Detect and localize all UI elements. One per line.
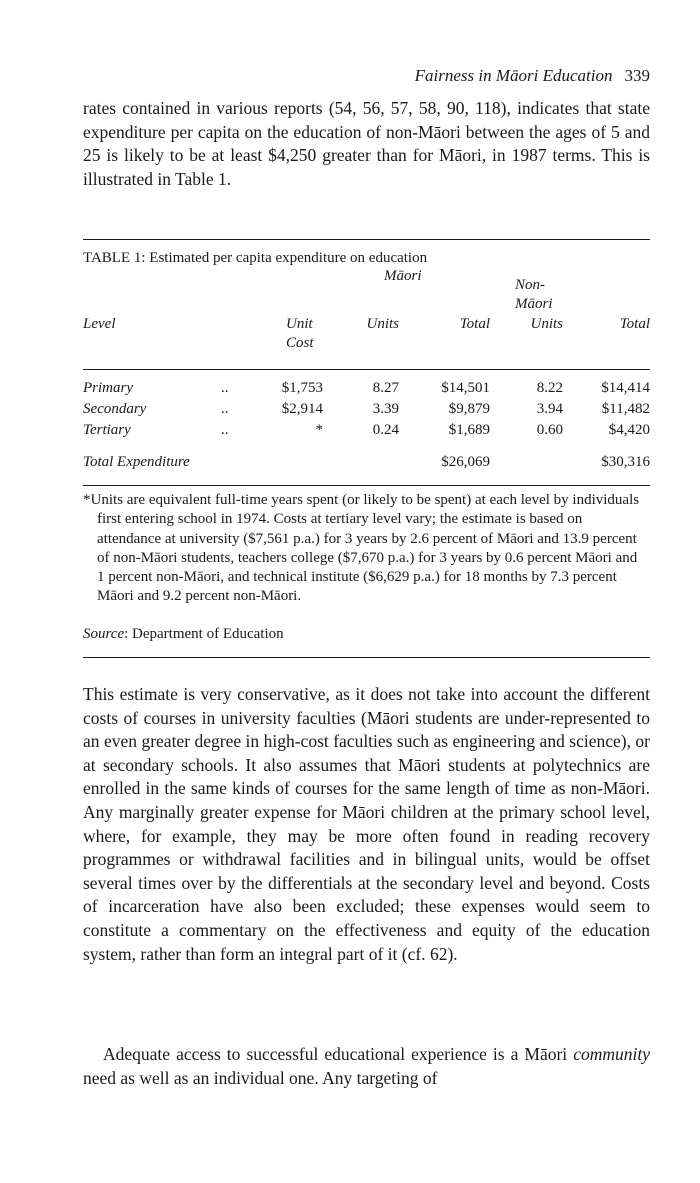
- row-level: Primary: [83, 380, 133, 396]
- row-maori-units: 0.24: [372, 422, 399, 438]
- table-caption: TABLE 1: Estimated per capita expenditure on education: [83, 250, 428, 266]
- paragraph-3-end: need as well as an individual one. Any targeting of: [83, 1067, 438, 1088]
- page-number: 339: [624, 66, 650, 85]
- row-maori-total: $1,689: [448, 422, 490, 438]
- total-maori: $26,069: [441, 454, 490, 470]
- source-text: : Department of Education: [124, 626, 284, 642]
- col-header-unit-cost-line2: Cost: [286, 335, 314, 351]
- row-unit-cost: *: [315, 422, 323, 438]
- intro-paragraph: rates contained in various reports (54, 56, 57, 58, 90, 118), indicates that state expenditure per capita on the education of non-Māori between the ages of 5 and 25 is likely to be at least $4,250 greater than for Māori, in 1987 terms. This is illustrated in Table 1.: [83, 98, 650, 189]
- row-nonmaori-units: 0.60: [536, 422, 563, 438]
- row-leader-dots: ..: [221, 380, 229, 396]
- row-maori-total: $9,879: [448, 401, 490, 417]
- total-row-label: Total Expenditure: [83, 454, 190, 470]
- row-maori-units: 3.39: [372, 401, 399, 417]
- col-header-maori-units: Units: [366, 316, 399, 332]
- row-unit-cost: $1,753: [281, 380, 323, 396]
- row-nonmaori-total: $4,420: [608, 422, 650, 438]
- group-header-maori: Māori: [384, 268, 422, 284]
- group-header-nonmaori-line1: Non-: [515, 277, 545, 293]
- row-leader-dots: ..: [221, 422, 229, 438]
- group-header-nonmaori-line2: Māori: [515, 296, 553, 312]
- col-header-nonmaori-units: Units: [530, 316, 563, 332]
- row-level: Tertiary: [83, 422, 131, 438]
- table-header-rule: [83, 369, 650, 370]
- row-nonmaori-total: $11,482: [601, 401, 650, 417]
- running-head-title: Fairness in Māori Education: [414, 66, 613, 85]
- row-nonmaori-units: 3.94: [536, 401, 563, 417]
- row-nonmaori-total: $14,414: [601, 380, 650, 396]
- footnote-text: *Units are equivalent full-time years spent (or likely to be spent) at each level by individuals first entering school in 1974. Costs at tertiary level vary; the estimate is based on attendance at university ($7,561 p.a.) for 3 years by 2.6 percent of Māori and 13.9 percent of non-Māori students, teachers college ($7,670 p.a.) for 3 years by 0.6 percent Māori and 1 percent non-Māori, and technical institute ($6,629 p.a.) for 18 months by 7.3 percent Māori and 9.2 percent non-Māori.: [83, 492, 640, 605]
- row-maori-total: $14,501: [441, 380, 490, 396]
- paragraph-2: This estimate is very conservative, as it does not take into account the different costs of courses in university faculties (Māori students are under-represented to an even greater degree in high-cost faculties such as engineering and science), or at secondary schools. It also assumes that Māori students at polytechnics are enrolled in the same kinds of courses for the same length of time as non-Māori. Any marginally greater expense for Māori children at the primary school level, where, for example, they may be more often found in reading recovery programmes or withdrawal facilities and in bilingual units, would be offset several times over by the differentials at the secondary level and beyond. Costs of incarceration have also been excluded; these expenses would seem to constitute a commentary on the effectiveness and equity of the education system, rather than form an integral part of it (cf. 62).: [83, 684, 650, 964]
- col-header-unit-cost-line1: Unit: [286, 316, 313, 332]
- row-level: Secondary: [83, 401, 147, 417]
- table-bottom-rule: [83, 657, 650, 658]
- row-nonmaori-units: 8.22: [536, 380, 563, 396]
- table-footer-rule: [83, 485, 650, 486]
- paragraph-3-emphasis: community: [573, 1044, 650, 1064]
- paragraph-3: [83, 1043, 650, 1090]
- paragraph-3-start: Adequate access to successful educational experience is a Māori: [103, 1044, 574, 1064]
- row-unit-cost: $2,914: [281, 401, 323, 417]
- col-header-level: Level: [83, 316, 116, 332]
- table-top-rule: [83, 239, 650, 240]
- table-footnote: [83, 491, 643, 607]
- col-header-maori-total: Total: [459, 316, 490, 332]
- table-source: [83, 626, 284, 643]
- col-header-nonmaori-total: Total: [619, 316, 650, 332]
- source-label: Source: [83, 626, 125, 642]
- total-nonmaori: $30,316: [601, 454, 650, 470]
- running-head: [415, 66, 650, 86]
- row-maori-units: 8.27: [372, 380, 399, 396]
- row-leader-dots: ..: [221, 401, 229, 417]
